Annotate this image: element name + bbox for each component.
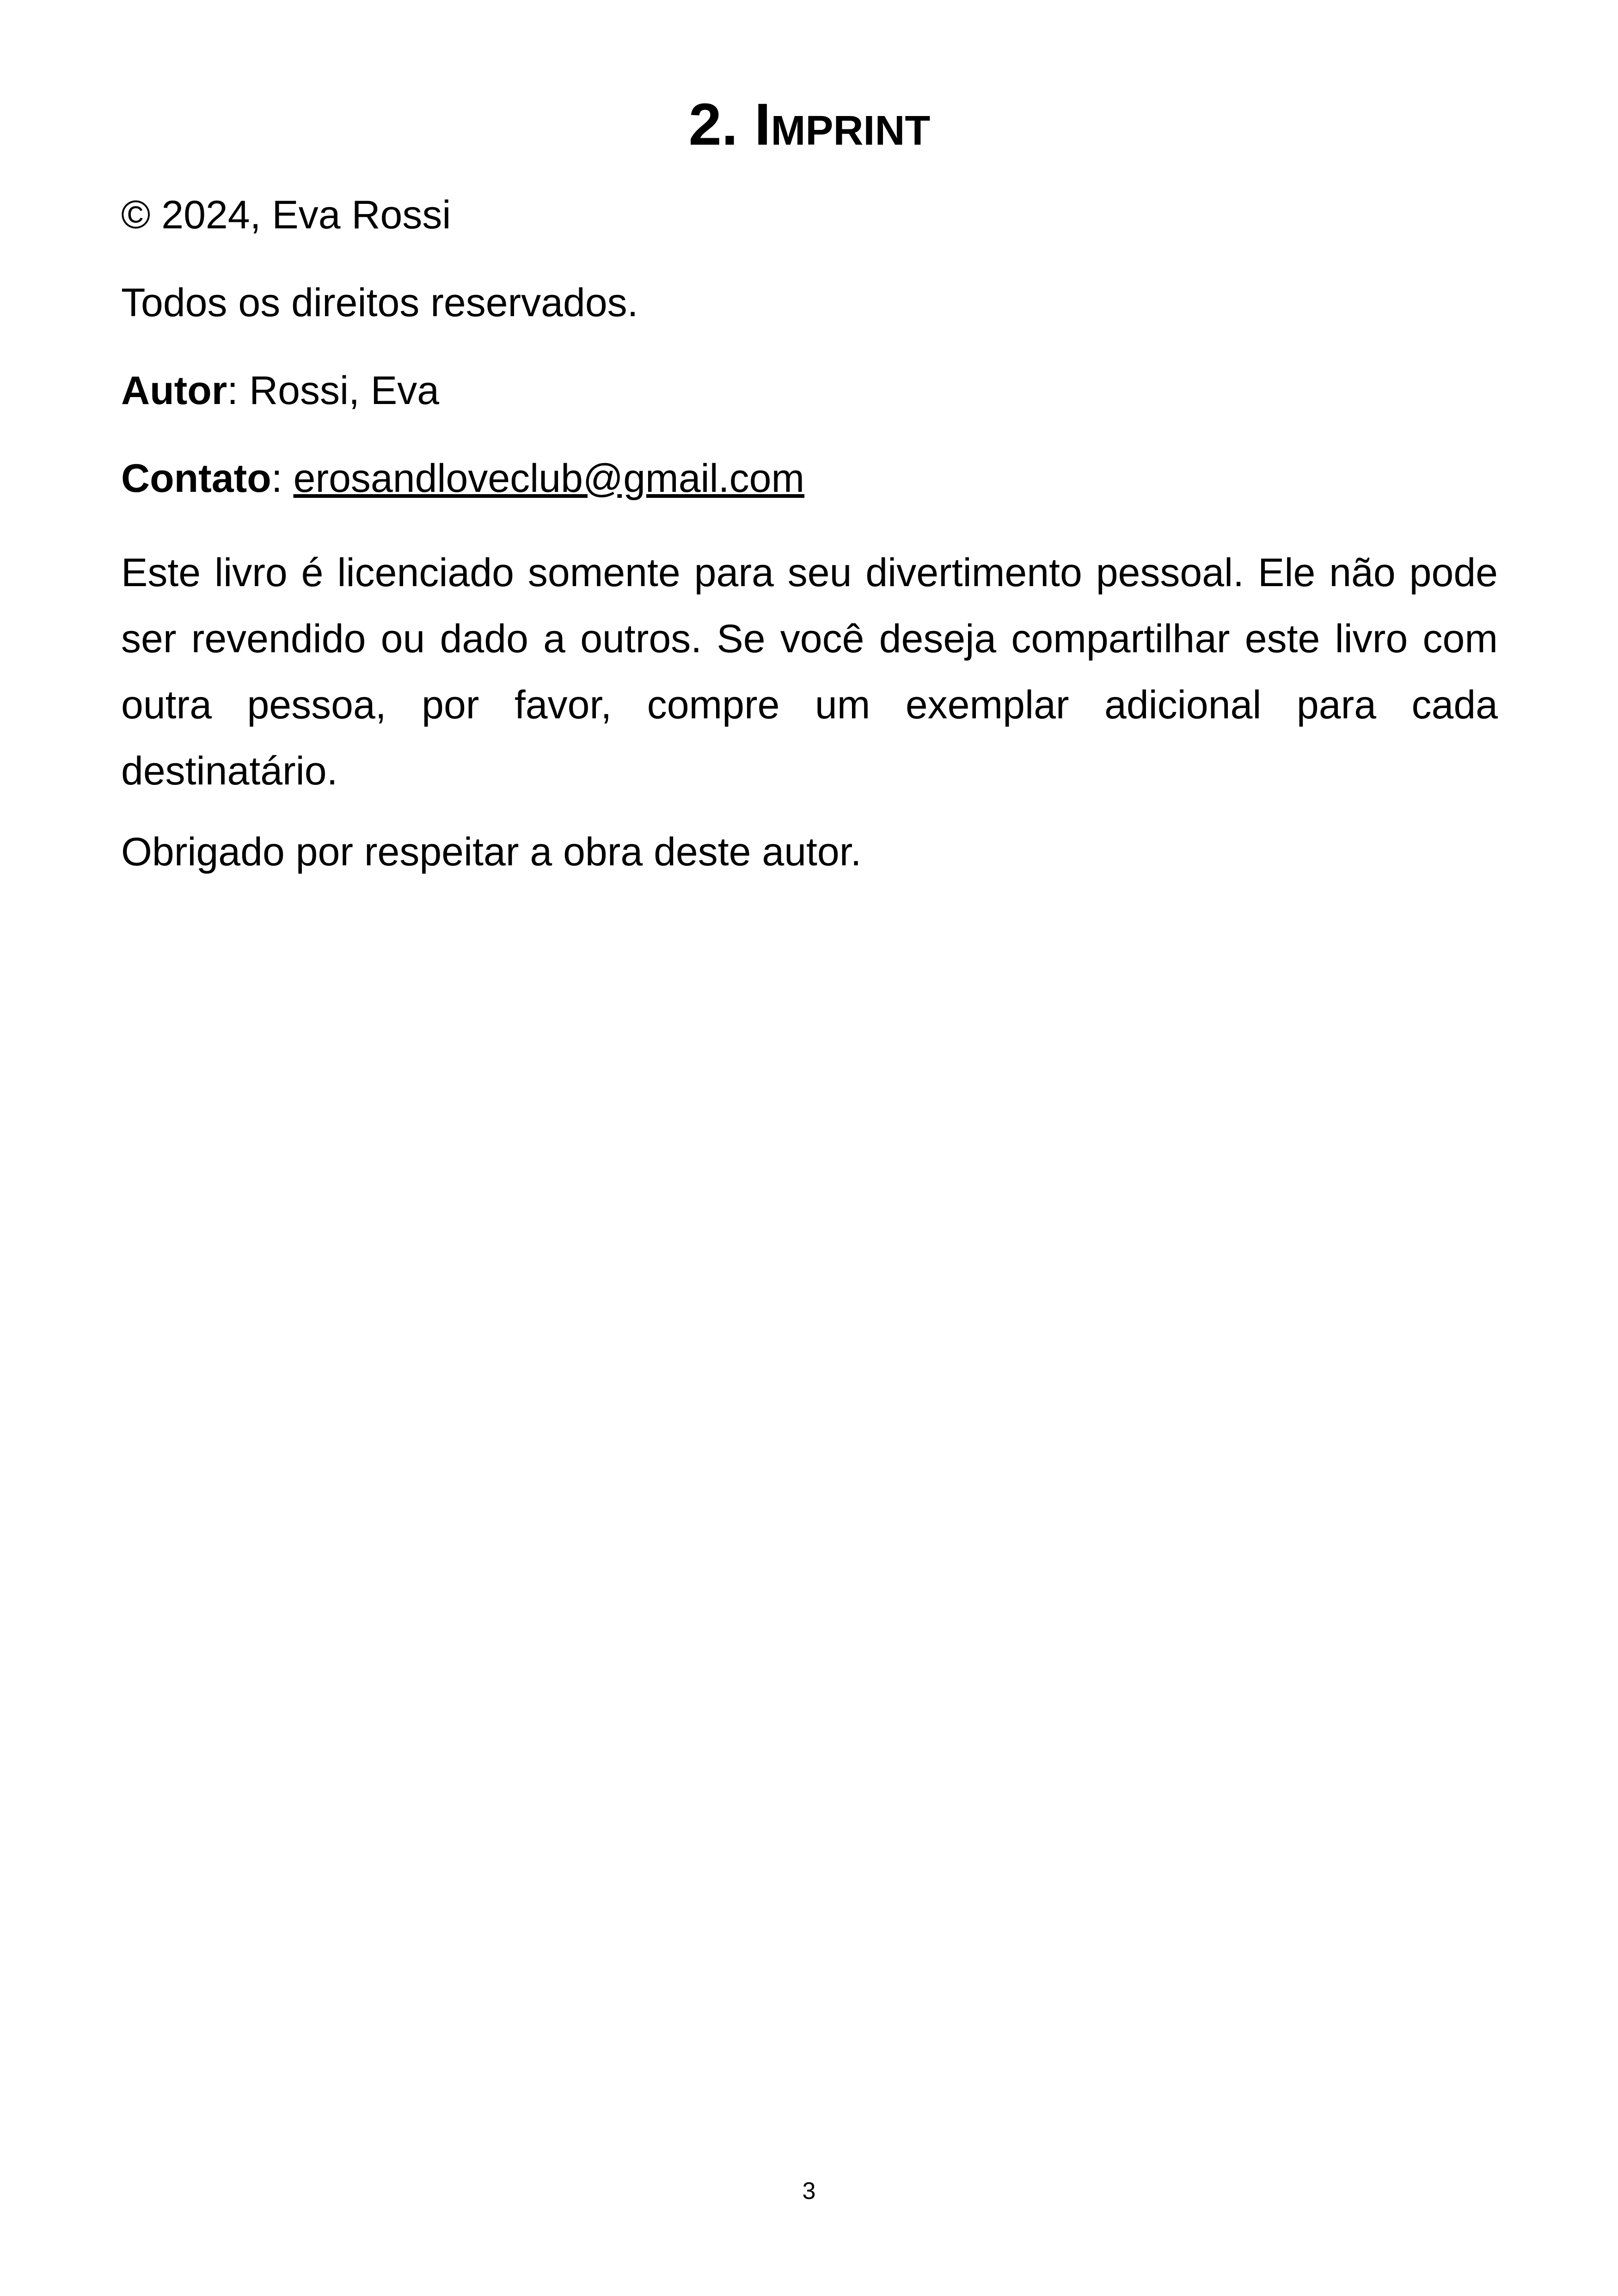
contact-label: Contato	[121, 456, 271, 501]
author-separator: :	[227, 368, 250, 413]
contact-line	[121, 453, 804, 504]
section-title: Imprint	[754, 92, 931, 158]
contact-separator: :	[271, 456, 294, 501]
contact-email-link[interactable]: erosandloveclub@gmail.com	[293, 456, 805, 501]
license-paragraph: Este livro é licenciado somente para seu divertimento pessoal. Ele não pode ser revendido ou dado a outros. Se você deseja compartilhar este livro com outra pessoa, por favor, compre um exemplar adicional para cada destinatário.	[121, 551, 1498, 793]
author-label: Autor	[121, 368, 227, 413]
copyright-line: © 2024, Eva Rossi	[121, 193, 451, 237]
page-number: 3	[802, 2178, 816, 2204]
author-line	[121, 365, 439, 416]
rights-line: Todos os direitos reservados.	[121, 281, 638, 325]
author-value: Rossi, Eva	[249, 368, 440, 413]
section-number: 2.	[688, 92, 738, 158]
section-heading	[121, 88, 1498, 162]
thanks-line: Obrigado por respeitar a obra deste autor.	[121, 830, 862, 874]
